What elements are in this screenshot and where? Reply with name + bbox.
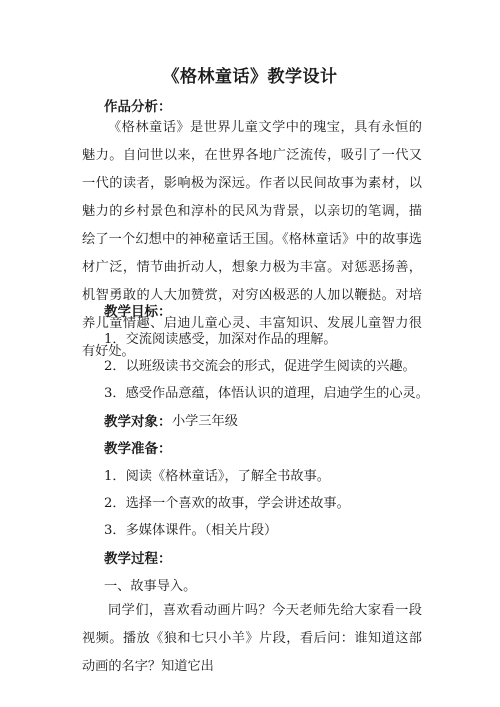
preparation-heading: 教学准备： (104, 441, 172, 457)
process-step-1: 一、故事导入。 (104, 579, 197, 594)
goals-heading: 教学目标： (104, 304, 172, 320)
preparation-item-2: 2．选择一个喜欢的故事，学会讲述故事。 (104, 496, 350, 511)
process-paragraph: 同学们，喜欢看动画片吗？今天老师先给大家看一段视频。播放《狼和七只小羊》片段，看后问：谁知道这部动画的名字？知道它出 (82, 603, 422, 674)
goal-item-1: 1．交流阅读感受，加深对作品的理解。 (104, 332, 337, 347)
preparation-item-3: 3．多媒体课件。（相关片段） (104, 523, 278, 538)
audience-heading: 教学对象： (104, 414, 172, 430)
goal-item-2: 2．以班级读书交流会的形式，促进学生阅读的兴趣。 (104, 359, 416, 374)
process-heading: 教学过程： (104, 551, 172, 567)
goal-item-3: 3．感受作品意蕴，体悟认识的道理，启迪学生的心灵。 (104, 386, 429, 401)
preparation-item-1: 1．阅读《格林童话》，了解全书故事。 (104, 469, 330, 484)
page-title: 《格林童话》教学设计 (162, 67, 338, 87)
audience-value: 小学三年级 (172, 414, 238, 429)
analysis-heading: 作品分析： (104, 99, 172, 115)
analysis-paragraph: 《格林童话》是世界儿童文学中的瑰宝，具有永恒的魅力。自问世以来，在世界各地广泛流传，吸引了一代又一代的读者，影响极为深远。作者以民间故事为素材，以魅力的乡村景色和淳朴的民风为背景，以亲切的笔调，描绘了一个幻想中的神秘童话王国。《格林童话》中的故事选材广泛，情节曲折动人，想象力极为丰富。对惩恶扬善，机智勇敢的人大加赞赏，对穷凶极恶的人加以鞭挞。对培养儿童情趣、启迪儿童心灵、丰富知识、发展儿童智力很有好处。 (82, 120, 422, 359)
